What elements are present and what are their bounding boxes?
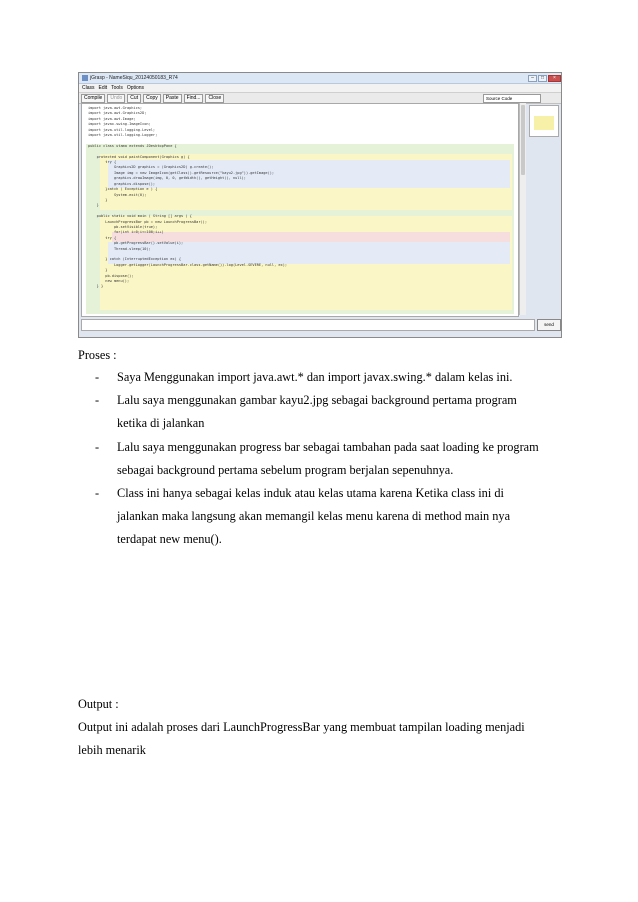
window-title: jGrasp - NameSiqu_20124050183_R74 [90, 75, 178, 81]
code-line: } [88, 203, 99, 208]
send-button[interactable]: send [537, 319, 561, 331]
code-line: pb.setVisible(true); [88, 224, 158, 229]
window-titlebar [79, 73, 561, 84]
code-line: import java.awt.Graphics; [88, 106, 143, 110]
menu-options[interactable]: Options [126, 85, 145, 91]
bullet-2-line-1: Lalu saya menggunakan gambar kayu2.jpg sebagai background pertama program [117, 393, 517, 407]
copy-button[interactable]: Copy [143, 94, 161, 103]
thumbnail-highlight [534, 116, 554, 130]
compile-button[interactable]: Compile [81, 94, 105, 103]
code-line: pb.dispose(); [88, 273, 134, 278]
maximize-icon[interactable]: □ [538, 75, 547, 82]
thumbnail-preview [529, 105, 559, 137]
code-line: import java.awt.Image; [88, 116, 136, 121]
code-line: Thread.sleep(10); [88, 246, 151, 251]
code-line: public static void main ( String [] args ) { [88, 214, 192, 219]
message-field[interactable] [81, 319, 535, 331]
code-line: for(int i=0;i<=100;i++) [88, 230, 164, 235]
code-line: protected void paintComponent(Graphics g) { [88, 154, 190, 159]
code-line: import java.util.logging.Level; [88, 127, 156, 132]
bullet-3-line-1: Lalu saya menggunakan progress bar sebagai tambahan pada saat loading ke program [117, 440, 539, 454]
code-line: System.exit(0); [88, 192, 147, 197]
editor-screenshot [78, 72, 562, 338]
code-line: import java.util.logging.Logger; [88, 133, 158, 138]
code-line: }catch ( Exception e ) { [88, 187, 158, 192]
code-line: graphics.dispose(); [88, 181, 156, 186]
bullet-4-line-3: terdapat new menu(). [117, 532, 222, 546]
minimize-icon[interactable]: – [528, 75, 537, 82]
source-select[interactable]: Source Code [483, 94, 541, 103]
code-line: } [88, 268, 108, 273]
code-line: Graphics2D graphics = (Graphics2D) g.create(); [88, 165, 214, 170]
code-line: Logger.getLogger(LaunchProgressBar.class.getName()).log(Level.SEVERE, null, ex); [88, 262, 288, 267]
code-line: } catch (InterruptedException ex) { [88, 257, 182, 262]
paste-button[interactable]: Paste [163, 94, 182, 103]
bullet-3-line-2: sebagai background pertama sebelum program berjalan sepenuhnya. [117, 463, 454, 477]
code-line: } [88, 197, 108, 202]
bullet-2-line-2: ketika di jalankan [117, 416, 205, 430]
code-line: pb.getProgressBar().setValue(i); [88, 241, 184, 246]
code-line: try { [88, 160, 117, 165]
output-heading: Output : [78, 697, 119, 711]
code-line: graphics.drawImage(img, 0, 0, getWidth(), getHeight(), null); [88, 176, 246, 181]
code-editor[interactable] [81, 103, 519, 317]
output-line-2: lebih menarik [78, 743, 146, 757]
bullet-marker: - [95, 370, 100, 384]
window-controls [527, 75, 561, 82]
bullet-marker: - [95, 393, 100, 407]
output-line-1: Output ini adalah proses dari LaunchProgressBar yang membuat tampilan loading menjadi [78, 720, 525, 734]
code-line: } } [88, 284, 104, 289]
app-icon [82, 75, 88, 81]
close-icon[interactable]: × [548, 75, 561, 82]
bullet-marker: - [95, 486, 100, 500]
close-button[interactable]: Close [205, 94, 224, 103]
proses-heading: Proses : [78, 348, 117, 362]
code-line: new menu(); [88, 279, 130, 283]
menu-class[interactable]: Class [82, 85, 95, 91]
code-text [82, 106, 518, 290]
code-line: try { [88, 235, 117, 240]
code-line: Image img = new ImageIcon(getClass().getResource("kayu2.jpg")).getImage(); [88, 170, 275, 175]
editor-scrollbar[interactable] [519, 103, 526, 315]
menubar [79, 84, 561, 93]
code-line: import javax.swing.ImageIcon; [88, 122, 151, 127]
bullet-1-line-1: Saya Menggunakan import java.awt.* dan import javax.swing.* dalam kelas ini. [117, 370, 513, 384]
scroll-thumb[interactable] [521, 105, 525, 175]
find-button[interactable]: Find... [184, 94, 204, 103]
bullet-4-line-2: jalankan maka langsung akan memangil kelas menu karena di method main nya [117, 509, 511, 523]
undo-button[interactable]: Undo [107, 94, 125, 103]
code-line: public class utama extends JDesktopPane { [88, 143, 177, 148]
bullet-4-line-1: Class ini hanya sebagai kelas induk atau kelas utama karena Ketika class ini di [117, 486, 504, 500]
cut-button[interactable]: Cut [127, 94, 141, 103]
code-line: LaunchProgressBar pb = new LaunchProgressBar(); [88, 219, 207, 224]
menu-edit[interactable]: Edit [98, 85, 108, 91]
bullet-marker: - [95, 440, 100, 454]
code-line: import java.awt.Graphics2D; [88, 111, 147, 116]
menu-tools[interactable]: Tools [111, 85, 123, 91]
